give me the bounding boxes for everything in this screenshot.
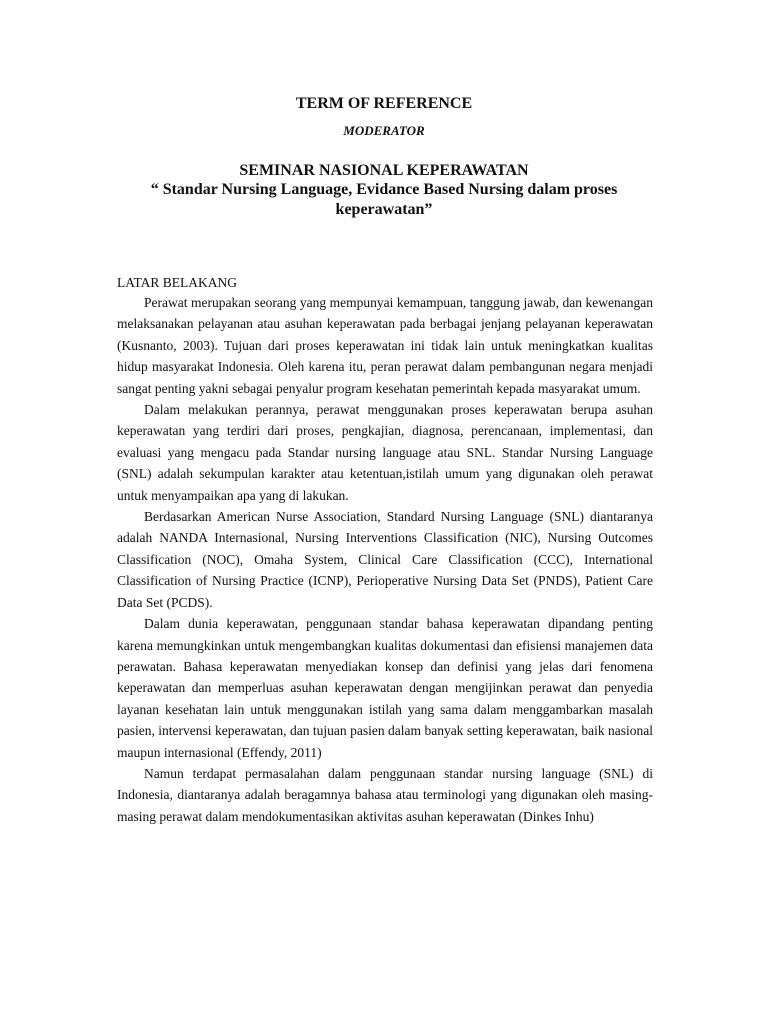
section-body xyxy=(117,292,653,827)
paragraph: Namun terdapat permasalahan dalam penggunaan standar nursing language (SNL) di Indonesia, diantaranya adalah beragamnya bahasa atau terminologi yang digunakan oleh masing-masing perawat dalam mendokumentasikan aktivitas asuhan keperawatan (Dinkes Inhu) xyxy=(117,765,653,824)
section-heading: LATAR BELAKANG xyxy=(117,275,238,290)
document-role: MODERATOR xyxy=(343,123,425,138)
document-title: TERM OF REFERENCE xyxy=(295,95,473,112)
seminar-title: SEMINAR NASIONAL KEPERAWATAN xyxy=(239,162,529,179)
paragraph: Perawat merupakan seorang yang mempunyai kemampuan, tanggung jawab, dan kewenangan melaksanakan pelayanan atau asuhan keperawatan pada berbagai jenjang pelayanan keperawatan (Kusnanto, 2003). Tujuan dari proses keperawatan ini tidak lain untuk meningkatkan kualitas hidup masyarakat Indonesia. Oleh karena itu, peran perawat dalam pembangunan negara menjadi sangat penting yakni sebagai penyalur program kesehatan pemerintah kepada masyarakat umum. xyxy=(117,295,653,396)
seminar-theme: “ Standar Nursing Language, Evidance Based Nursing dalam proses keperawatan” xyxy=(150,181,618,218)
paragraph: Berdasarkan American Nurse Association, Standard Nursing Language (SNL) diantaranya adalah NANDA Internasional, Nursing Interventions Classification (NIC), Nursing Outcomes Classification (NOC), Omaha System, Clinical Care Classification (CCC), International Classification of Nursing Practice (ICNP), Perioperative Nursing Data Set (PNDS), Patient Care Data Set (PCDS). xyxy=(117,509,653,610)
paragraph: Dalam dunia keperawatan, penggunaan standar bahasa keperawatan dipandang penting karena memungkinkan untuk mengembangkan kualitas dokumentasi dan efisiensi manajemen data perawatan. Bahasa keperawatan menyediakan konsep dan definisi yang jelas dari fenomena keperawatan dan memperluas asuhan keperawatan dengan mengijinkan perawat dan penyedia layanan kesehatan lain untuk menggunakan istilah yang sama dalam menggambarkan masalah pasien, intervensi keperawatan, dan tujuan pasien dalam banyak setting keperawatan, baik nasional maupun internasional (Effendy, 2011) xyxy=(117,616,653,760)
paragraph: Dalam melakukan perannya, perawat menggunakan proses keperawatan berupa asuhan keperawatan yang terdiri dari proses, pengkajian, diagnosa, perencanaan, implementasi, dan evaluasi yang mengacu pada Standar nursing language atau SNL. Standar Nursing Language (SNL) adalah sekumpulan karakter atau ketentuan,istilah umum yang digunakan oleh perawat untuk menyampaikan apa yang di lakukan. xyxy=(117,402,653,503)
